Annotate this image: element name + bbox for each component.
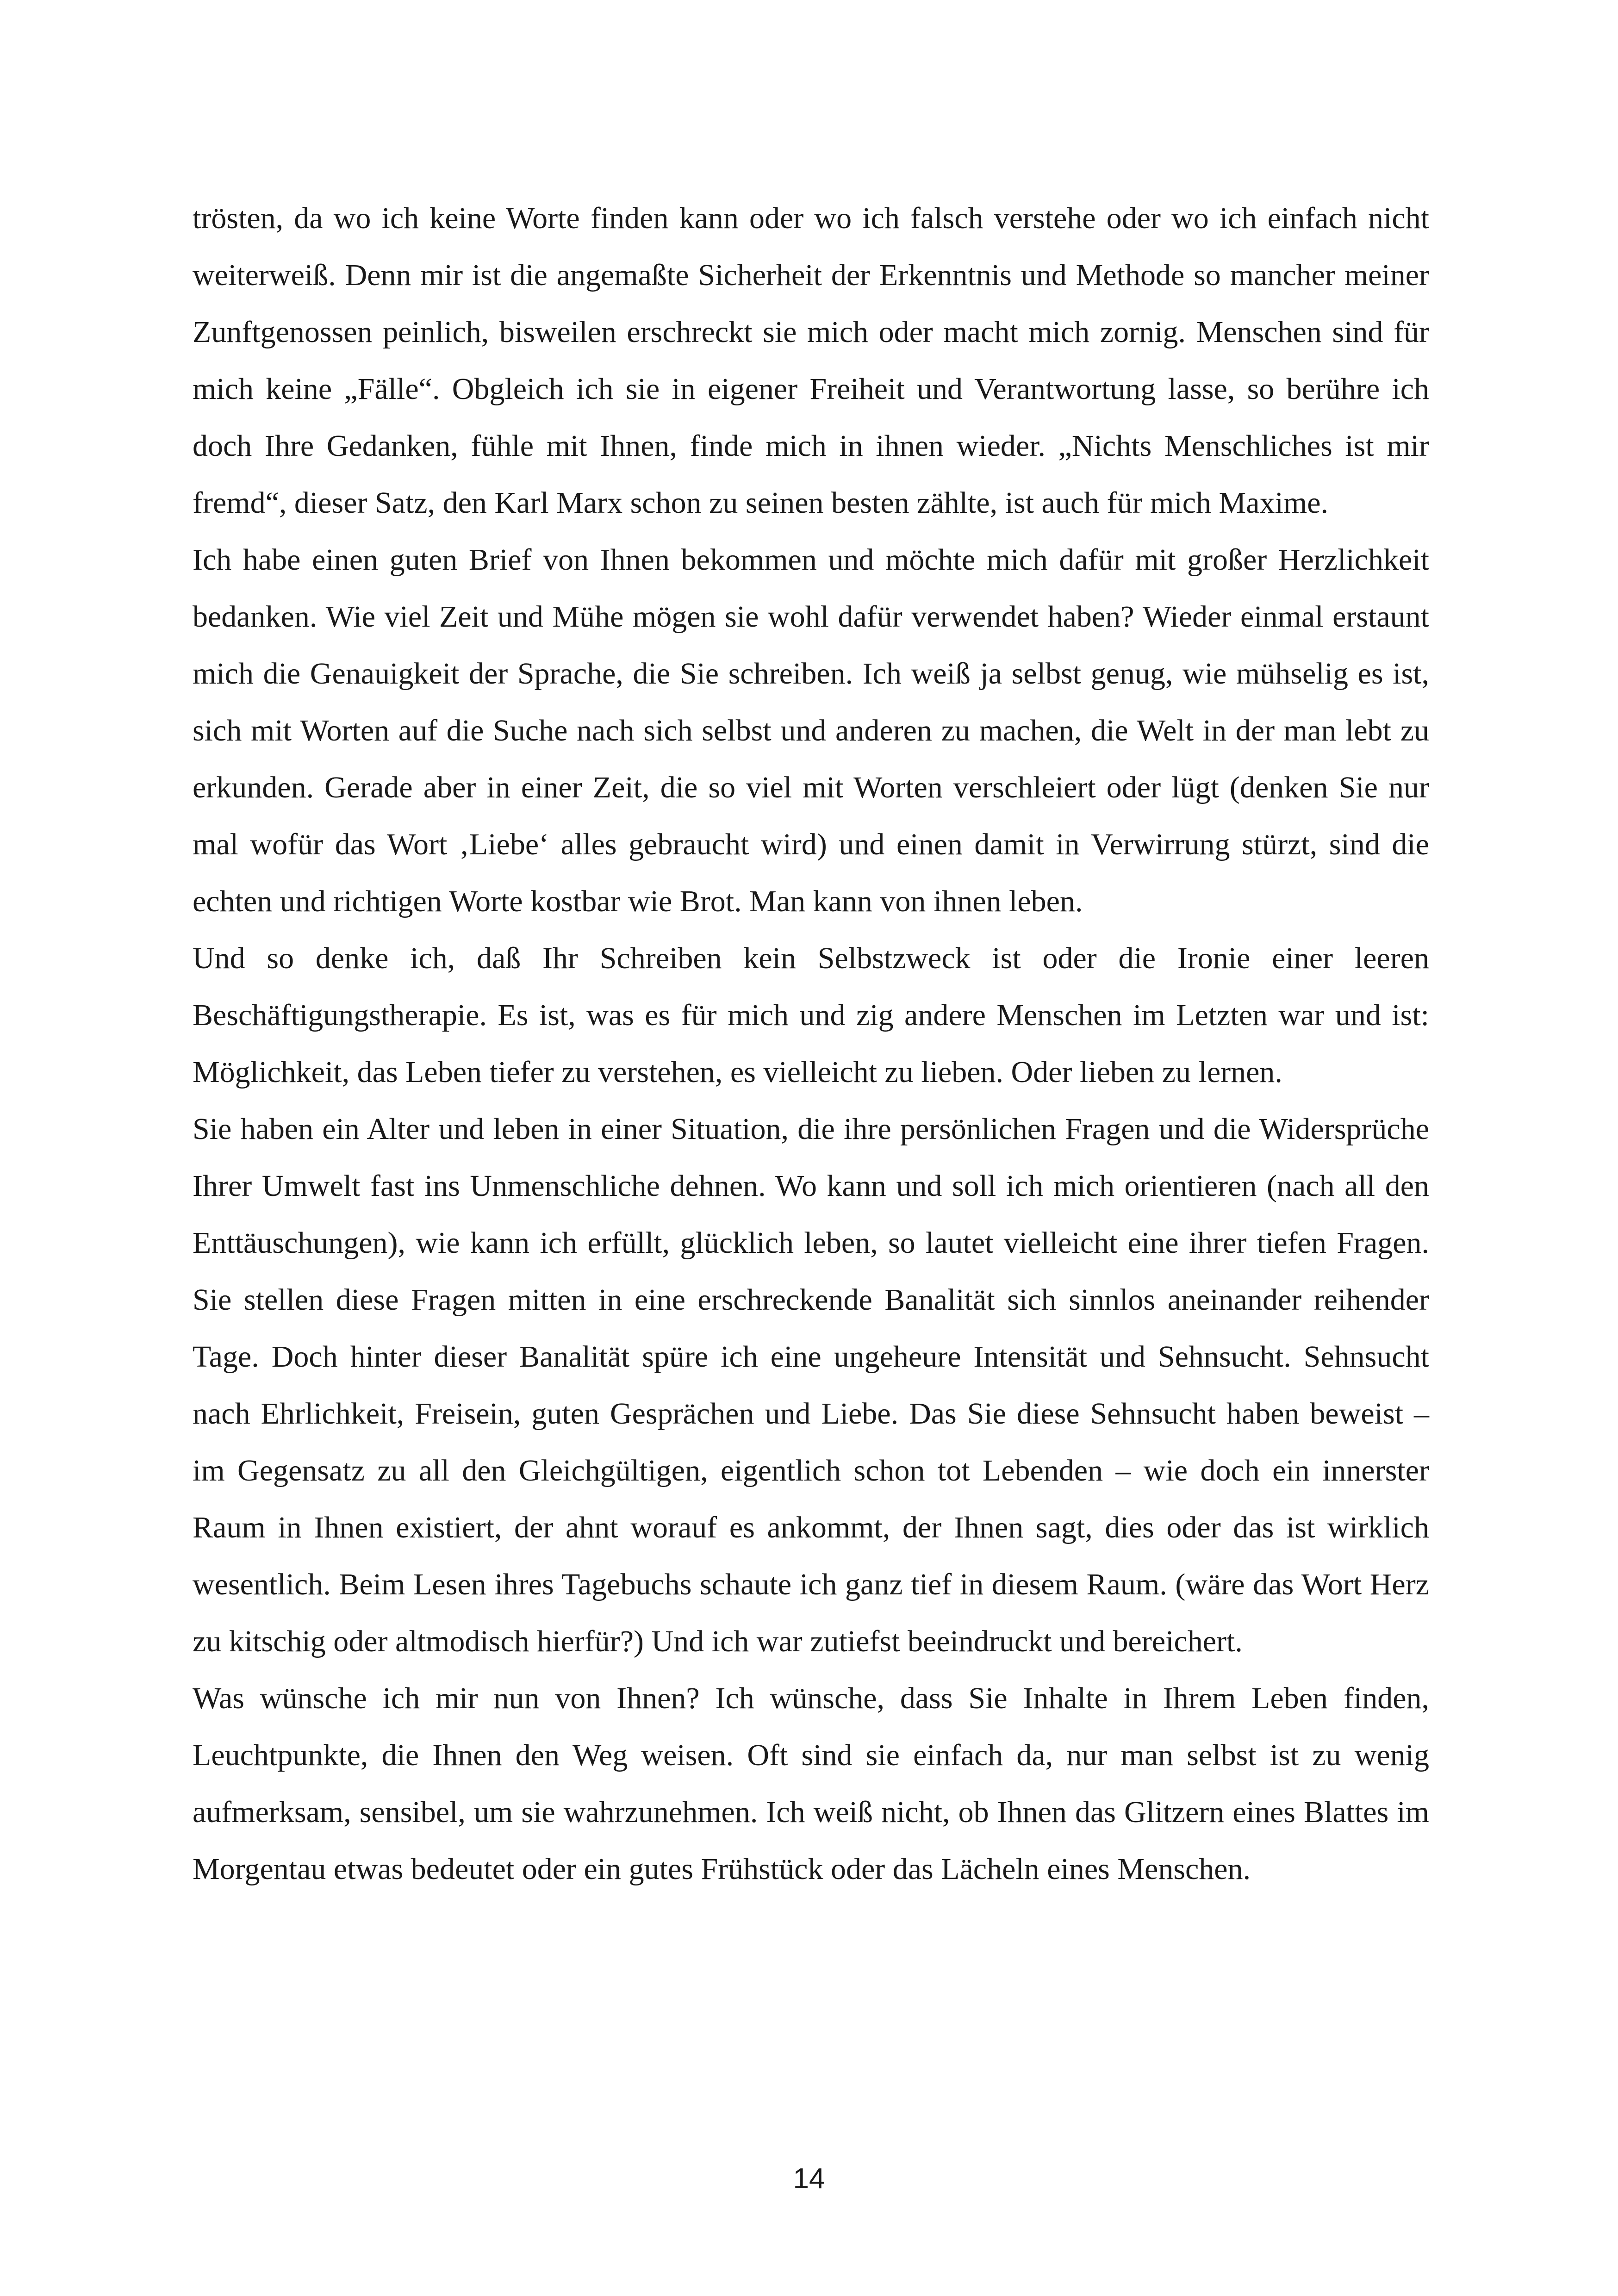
page-number: 14 (793, 2163, 825, 2195)
paragraph-1: trösten, da wo ich keine Worte finden kann oder wo ich falsch verstehe oder wo ich einfach nicht weiterweiß. Denn mir ist die angemaßte Sicherheit der Erkenntnis und Methode so mancher meiner Zunftgenossen peinlich, bisweilen erschreckt sie mich oder macht mich zornig. Menschen sind für mich keine „Fälle“. Obgleich ich sie in eigener Freiheit und Verantwortung lasse, so berühre ich doch Ihre Gedanken, fühle mit Ihnen, finde mich in ihnen wieder. „Nichts Menschliches ist mir fremd“, dieser Satz, den Karl Marx schon zu seinen besten zählte, ist auch für mich Maxime. (193, 201, 1429, 520)
body-text (193, 190, 1429, 1898)
paragraph-4: Sie haben ein Alter und leben in einer Situation, die ihre persönlichen Fragen und die Widersprüche Ihrer Umwelt fast ins Unmenschliche dehnen. Wo kann und soll ich mich orientieren (nach all den Enttäuschungen), wie kann ich erfüllt, glücklich leben, so lautet vielleicht eine ihrer tiefen Fragen. Sie stellen diese Fragen mitten in eine erschreckende Banalität sich sinnlos aneinander reihender Tage. Doch hinter dieser Banalität spüre ich eine ungeheure Intensität und Sehnsucht. Sehnsucht nach Ehrlichkeit, Freisein, guten Gesprächen und Liebe. Das Sie diese Sehnsucht haben beweist – im Gegensatz zu all den Gleichgültigen, eigentlich schon tot Lebenden – wie doch ein innerster Raum in Ihnen existiert, der ahnt worauf es ankommt, der Ihnen sagt, dies oder das ist wirklich wesentlich. Beim Lesen ihres Tagebuchs schaute ich ganz tief in diesem Raum. (wäre das Wort Herz zu kitschig oder altmodisch hierfür?) Und ich war zutiefst beeindruckt und bereichert. (193, 1112, 1429, 1658)
paragraph-3: Und so denke ich, daß Ihr Schreiben kein Selbstzweck ist oder die Ironie einer leeren Beschäftigungstherapie. Es ist, was es für mich und zig andere Menschen im Letzten war und ist: Möglichkeit, das Leben tiefer zu verstehen, es vielleicht zu lieben. Oder lieben zu lernen. (193, 941, 1429, 1089)
paragraph-5: Was wünsche ich mir nun von Ihnen? Ich wünsche, dass Sie Inhalte in Ihrem Leben finden, Leuchtpunkte, die Ihnen den Weg weisen. Oft sind sie einfach da, nur man selbst ist zu wenig aufmerksam, sensibel, um sie wahrzunehmen. Ich weiß nicht, ob Ihnen das Glitzern eines Blattes im Morgentau etwas bedeutet oder ein gutes Frühstück oder das Lächeln eines Menschen. (193, 1681, 1429, 1886)
paragraph-2: Ich habe einen guten Brief von Ihnen bekommen und möchte mich dafür mit großer Herzlichkeit bedanken. Wie viel Zeit und Mühe mögen sie wohl dafür verwendet haben? Wieder einmal erstaunt mich die Genauigkeit der Sprache, die Sie schreiben. Ich weiß ja selbst genug, wie mühselig es ist, sich mit Worten auf die Suche nach sich selbst und anderen zu machen, die Welt in der man lebt zu erkunden. Gerade aber in einer Zeit, die so viel mit Worten verschleiert oder lügt (denken Sie nur mal wofür das Wort ‚Liebe‘ alles gebraucht wird) und einen damit in Verwirrung stürzt, sind die echten und richtigen Worte kostbar wie Brot. Man kann von ihnen leben. (193, 543, 1429, 918)
